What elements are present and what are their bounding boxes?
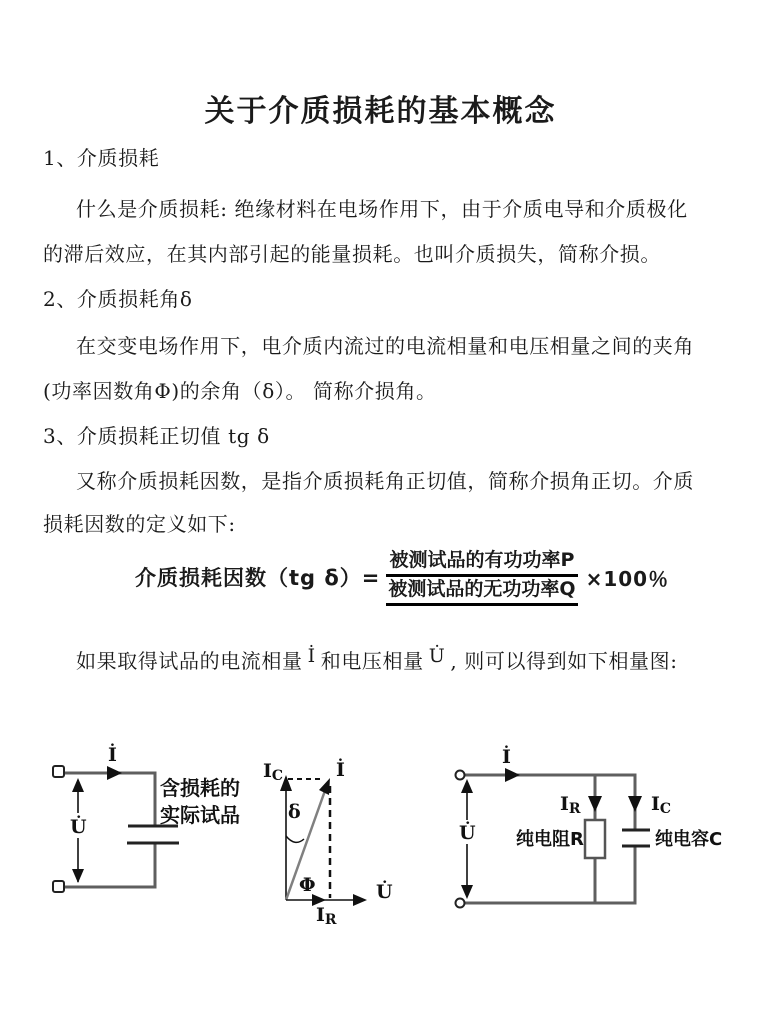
section-3-line-2: 损耗因数的定义如下:	[43, 512, 236, 536]
formula-fraction	[386, 548, 577, 606]
formula-numerator: 被测试品的有功功率P	[386, 548, 577, 577]
section-2-heading: 2、介质损耗角δ	[43, 287, 193, 311]
ir-branch-arrow-icon	[588, 796, 602, 812]
voltage2-arrow-up-icon	[461, 779, 473, 793]
section-2-line-2: (功率因数角Φ)的余角（δ）。 简称介损角。	[43, 379, 437, 403]
parallel-rc-circuit-diagram	[450, 735, 735, 935]
voltage-arrow-down-icon	[72, 869, 84, 883]
terminal-bottom-icon	[53, 881, 64, 892]
resistor-icon	[585, 820, 605, 858]
terminal-top-icon	[53, 766, 64, 777]
voltage-phasor-symbol: U̇	[428, 645, 446, 667]
voltage2-label: U̇	[459, 822, 476, 844]
ir-branch-label: IR	[560, 793, 581, 817]
closing-mid: 和电压相量	[320, 649, 424, 673]
terminal2-bottom-icon	[456, 899, 465, 908]
closing-paragraph	[76, 645, 678, 674]
phi-angle-label: Φ	[299, 874, 316, 896]
dielectric-loss-formula	[135, 548, 669, 606]
closing-post: , 则可以得到如下相量图:	[450, 649, 678, 673]
sample-caption-line-2: 实际试品	[160, 803, 240, 827]
capacitor-caption: 纯电容C	[655, 829, 723, 850]
voltage-label: U̇	[70, 816, 87, 838]
section-3-line-1: 又称介质损耗因数，是指介质损耗角正切值，简称介损角正切。介质	[76, 469, 694, 493]
section-1-heading: 1、介质损耗	[43, 146, 160, 170]
formula-lhs: 介质损耗因数（tg δ）=	[135, 566, 381, 590]
ic-label: IC	[263, 760, 284, 784]
current-label: İ	[108, 744, 117, 766]
i-vector-arrow-icon	[319, 778, 330, 795]
section-1-line-2: 的滞后效应，在其内部引起的能量损耗。也叫介质损失，简称介损。	[43, 242, 661, 266]
terminal2-top-icon	[456, 771, 465, 780]
current2-label: İ	[502, 746, 511, 768]
delta-angle-arc	[286, 836, 304, 842]
section-2-line-1: 在交变电场作用下，电介质内流过的电流相量和电压相量之间的夹角	[76, 334, 694, 358]
circuit3-top-wire	[464, 775, 635, 830]
section-1-line-1: 什么是介质损耗: 绝缘材料在电场作用下，由于介质电导和介质极化	[76, 197, 688, 221]
ic-branch-label: IC	[651, 793, 672, 817]
u-arrow-icon	[353, 894, 367, 906]
section-3-heading: 3、介质损耗正切值 tg δ	[43, 424, 270, 448]
u-label: U̇	[376, 881, 393, 903]
circuit3-bottom-wire	[464, 846, 635, 903]
current-phasor-symbol: İ	[307, 645, 316, 667]
closing-pre: 如果取得试品的电流相量	[76, 649, 303, 673]
resistor-caption: 纯电阻R	[516, 829, 584, 850]
voltage2-arrow-down-icon	[461, 885, 473, 899]
lossy-sample-circuit-diagram	[45, 735, 250, 935]
current2-arrow-icon	[505, 768, 520, 782]
page-title: 关于介质损耗的基本概念	[204, 94, 557, 129]
delta-angle-label: δ	[288, 801, 301, 823]
voltage-arrow-up-icon	[72, 778, 84, 792]
phasor-diagram	[250, 738, 410, 938]
current-arrow-icon	[107, 766, 122, 780]
sample-caption-line-1: 含损耗的	[160, 776, 240, 800]
i-label: İ	[336, 759, 345, 781]
formula-denominator: 被测试品的无功功率Q	[386, 577, 577, 606]
ir-label: IR	[316, 904, 337, 928]
ic-branch-arrow-icon	[628, 796, 642, 812]
formula-rhs: ×100％	[585, 566, 670, 591]
